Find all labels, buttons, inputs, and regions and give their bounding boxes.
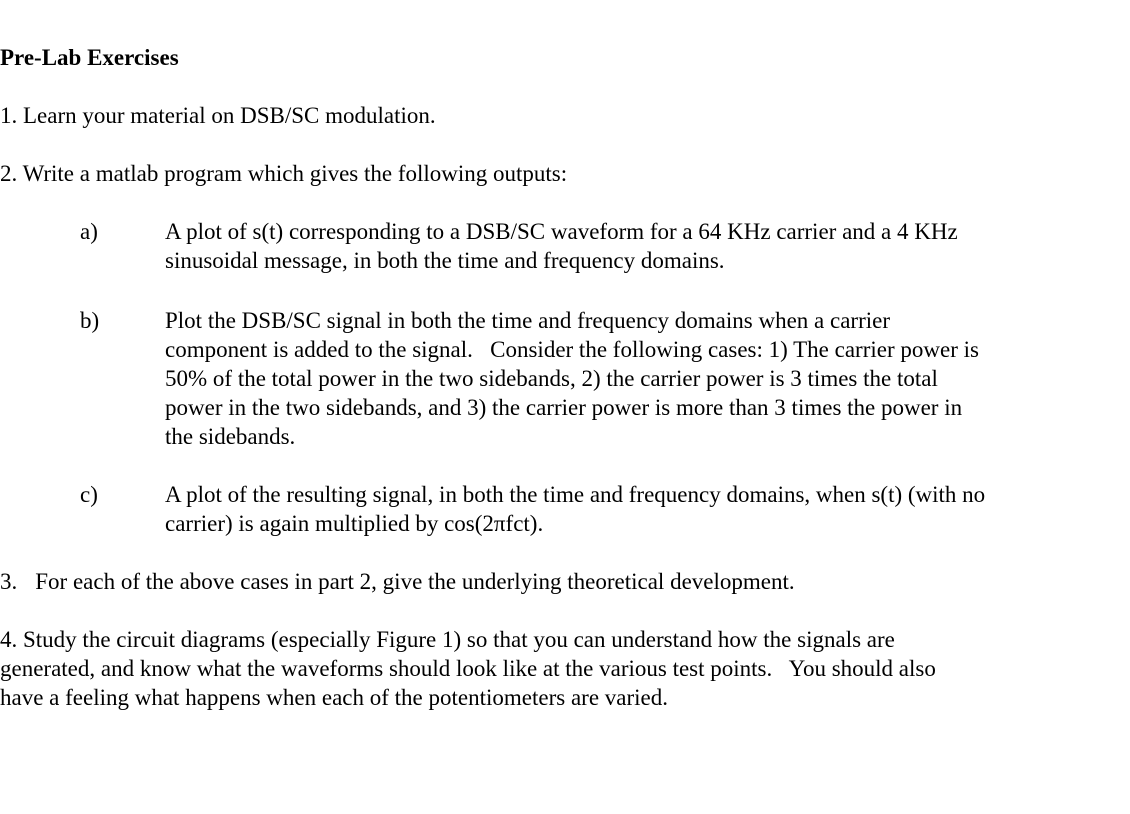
item-2: 2. Write a matlab program which gives the following outputs: bbox=[0, 161, 568, 186]
text-line: carrier) is again multiplied by cos(2πfct). bbox=[165, 511, 544, 536]
sub-item-label: c) bbox=[80, 482, 98, 507]
text-line: 50% of the total power in the two sidebands, 2) the carrier power is 3 times the total bbox=[165, 366, 938, 391]
sub-item-text bbox=[165, 306, 1095, 451]
sub-item-label: a) bbox=[80, 219, 98, 244]
item-4 bbox=[0, 625, 936, 712]
text-line: 4. Study the circuit diagrams (especially Figure 1) so that you can understand how the signals are bbox=[0, 627, 895, 652]
item-1: 1. Learn your material on DSB/SC modulation. bbox=[0, 103, 436, 128]
text-line: have a feeling what happens when each of the potentiometers are varied. bbox=[0, 685, 668, 710]
text-line: power in the two sidebands, and 3) the carrier power is more than 3 times the power in bbox=[165, 395, 963, 420]
text-line: A plot of s(t) corresponding to a DSB/SC waveform for a 64 KHz carrier and a 4 KHz bbox=[165, 219, 958, 244]
sub-item-text bbox=[165, 217, 1095, 275]
text-line: sinusoidal message, in both the time and frequency domains. bbox=[165, 248, 725, 273]
sub-item-label: b) bbox=[80, 308, 100, 333]
item-3-number: 3. bbox=[0, 569, 18, 594]
sub-item-text bbox=[165, 480, 1095, 538]
item-3-text: For each of the above cases in part 2, give the underlying theoretical development. bbox=[35, 569, 795, 594]
item-3 bbox=[0, 567, 795, 596]
text-line: generated, and know what the waveforms should look like at the various test points. You should also bbox=[0, 656, 936, 681]
text-line: A plot of the resulting signal, in both the time and frequency domains, when s(t) (with no bbox=[165, 482, 986, 507]
text-line: component is added to the signal. Consider the following cases: 1) The carrier power is bbox=[165, 337, 979, 362]
text-line: the sidebands. bbox=[165, 424, 296, 449]
text-line: Plot the DSB/SC signal in both the time and frequency domains when a carrier bbox=[165, 308, 890, 333]
section-heading: Pre-Lab Exercises bbox=[0, 45, 179, 70]
